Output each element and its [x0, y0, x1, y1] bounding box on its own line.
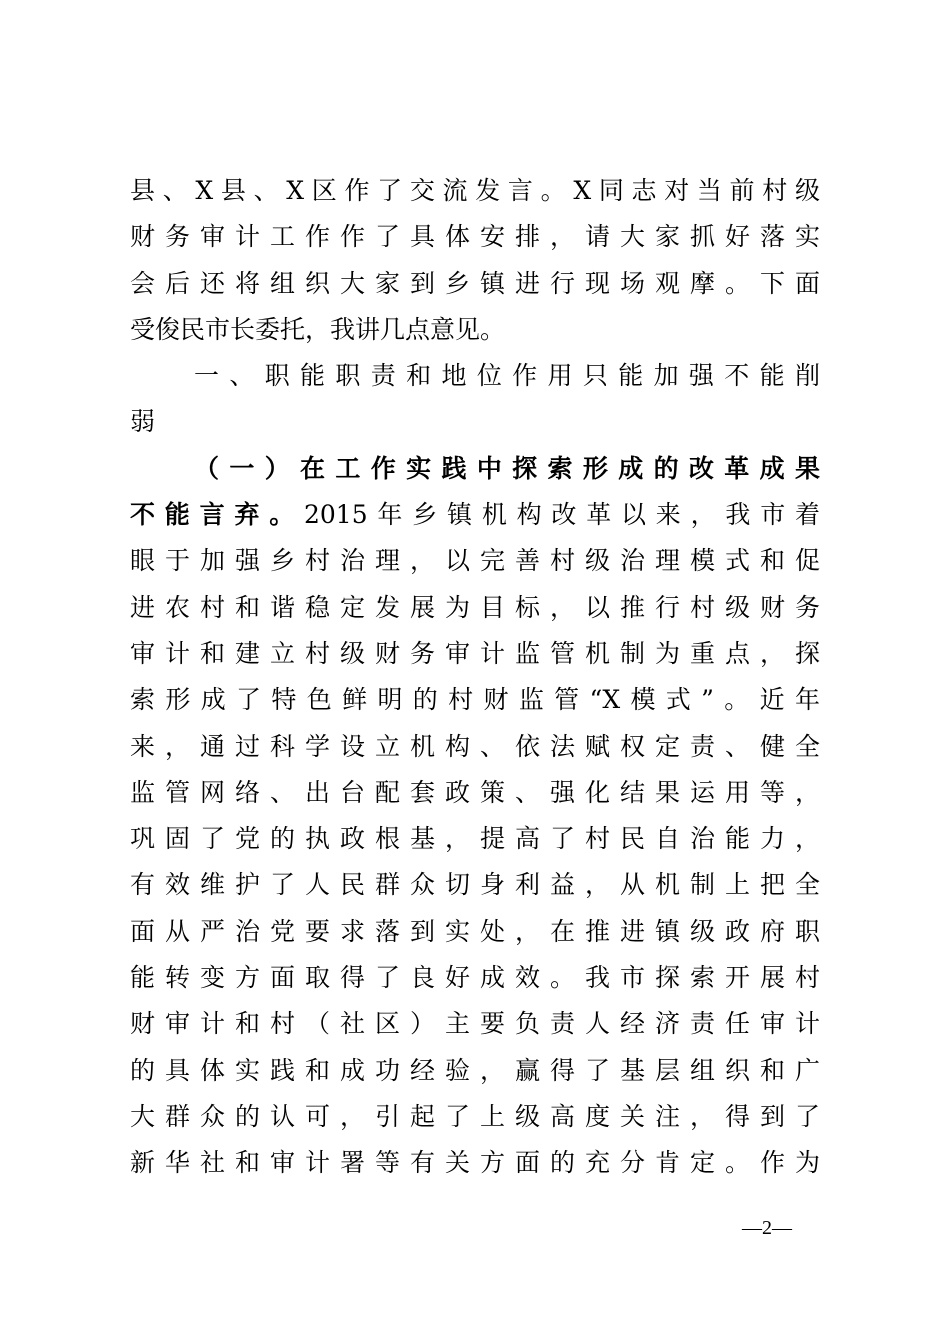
paragraph-line: 的具体实践和成功经验，赢得了基层组织和广 — [130, 1055, 820, 1085]
paragraph-line: 面从严治党要求落到实处，在推进镇级政府职 — [130, 916, 820, 946]
subsection-title: （一）在工作实践中探索形成的改革成果 — [194, 453, 820, 483]
section-heading: 一、职能职责和地位作用只能加强不能削 — [194, 361, 820, 391]
paragraph-line: 新华社和审计署等有关方面的充分肯定。作为 — [130, 1148, 820, 1178]
paragraph-line: 有效维护了人民群众切身利益，从机制上把全 — [130, 870, 820, 900]
paragraph-line: 能转变方面取得了良好成效。我市探索开展村 — [130, 963, 820, 993]
paragraph-line: 财务审计工作作了具体安排，请大家抓好落实 — [130, 222, 820, 252]
subsection-title-end: 不能言弃。 — [130, 500, 304, 530]
paragraph-line: 来，通过科学设立机构、依法赋权定责、健全 — [130, 731, 820, 761]
paragraph-line: 财审计和村（社区）主要负责人经济责任审计 — [130, 1009, 820, 1039]
paragraph-line — [130, 492, 820, 538]
paragraph-line: 进农村和谐稳定发展为目标，以推行村级财务 — [130, 592, 820, 622]
paragraph-line: 受俊民市长委托，我讲几点意见。 — [130, 314, 506, 344]
paragraph-text: 2015年乡镇机构改革以来，我市着 — [304, 500, 820, 530]
paragraph-line: 索形成了特色鲜明的村财监管“X模式”。近年 — [130, 685, 820, 715]
paragraph-line: 监管网络、出台配套政策、强化结果运用等， — [130, 777, 820, 807]
body-text — [130, 168, 820, 1187]
paragraph-line: 巩固了党的执政根基，提高了村民自治能力， — [130, 824, 820, 854]
paragraph-line: 县、X县、X区作了交流发言。X同志对当前村级 — [130, 176, 820, 205]
paragraph-line: 眼于加强乡村治理，以完善村级治理模式和促 — [130, 546, 820, 576]
page-number: —2— — [742, 1217, 792, 1239]
section-heading-continued: 弱 — [130, 407, 156, 437]
paragraph-line: 会后还将组织大家到乡镇进行现场观摩。下面 — [130, 268, 820, 298]
subsection-heading — [130, 446, 820, 492]
paragraph-line: 审计和建立村级财务审计监管机制为重点，探 — [130, 638, 820, 668]
paragraph-line: 大群众的认可，引起了上级高度关注，得到了 — [130, 1101, 820, 1131]
